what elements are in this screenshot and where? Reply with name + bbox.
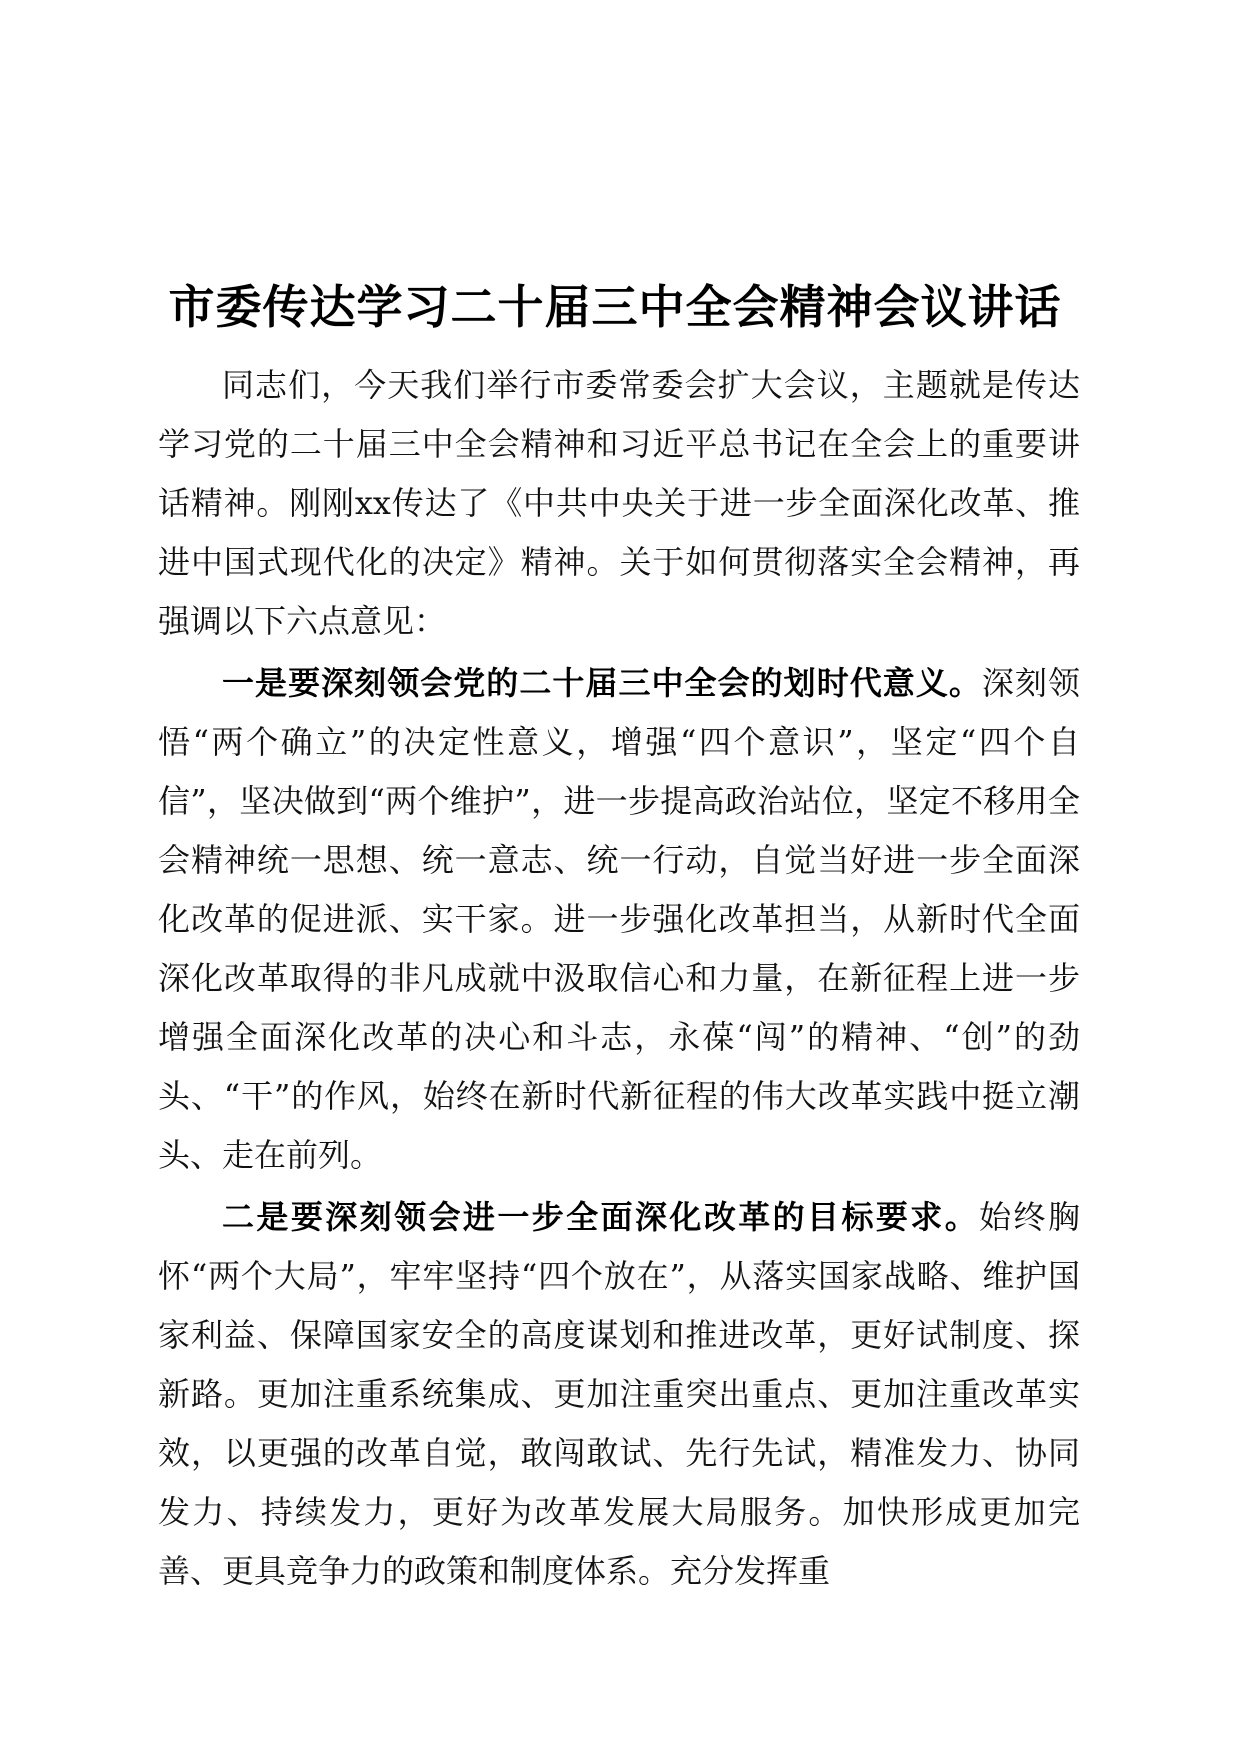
paragraph-point-two xyxy=(158,1188,1080,1601)
paragraph-point-two-text: 始终胸怀“两个大局”，牢牢坚持“四个放在”，从落实国家战略、维护国家利益、保障国家安全的高度谋划和推进改革，更好试制度、探新路。更加注重系统集成、更加注重突出重点、更加注重改革实效，以更强的改革自觉，敢闯敢试、先行先试，精准发力、协同发力、持续发力，更好为改革发展大局服务。加快形成更加完善、更具竞争力的政策和制度体系。充分发挥重 xyxy=(158,1198,1080,1590)
document-body xyxy=(158,356,1080,1601)
paragraph-point-one xyxy=(158,654,1080,1185)
paragraph-intro xyxy=(158,356,1080,651)
document-title: 市委传达学习二十届三中全会精神会议讲话 xyxy=(168,280,1062,334)
paragraph-point-one-lead: 一是要深刻领会党的二十届三中全会的划时代意义。 xyxy=(222,664,982,702)
paragraph-intro-text: 同志们，今天我们举行市委常委会扩大会议，主题就是传达学习党的二十届三中全会精神和习近平总书记在全会上的重要讲话精神。刚刚xx传达了《中共中央关于进一步全面深化改革、推进中国式现代化的决定》精神。关于如何贯彻落实全会精神，再强调以下六点意见： xyxy=(158,366,1080,640)
paragraph-point-one-text: 深刻领悟“两个确立”的决定性意义，增强“四个意识”，坚定“四个自信”，坚决做到“两个维护”，进一步提高政治站位，坚定不移用全会精神统一思想、统一意志、统一行动，自觉当好进一步全面深化改革的促进派、实干家。进一步强化改革担当，从新时代全面深化改革取得的非凡成就中汲取信心和力量，在新征程上进一步增强全面深化改革的决心和斗志，永葆“闯”的精神、“创”的劲头、“干”的作风，始终在新时代新征程的伟大改革实践中挺立潮头、走在前列。 xyxy=(158,664,1080,1174)
paragraph-point-two-lead: 二是要深刻领会进一步全面深化改革的目标要求。 xyxy=(222,1198,980,1236)
